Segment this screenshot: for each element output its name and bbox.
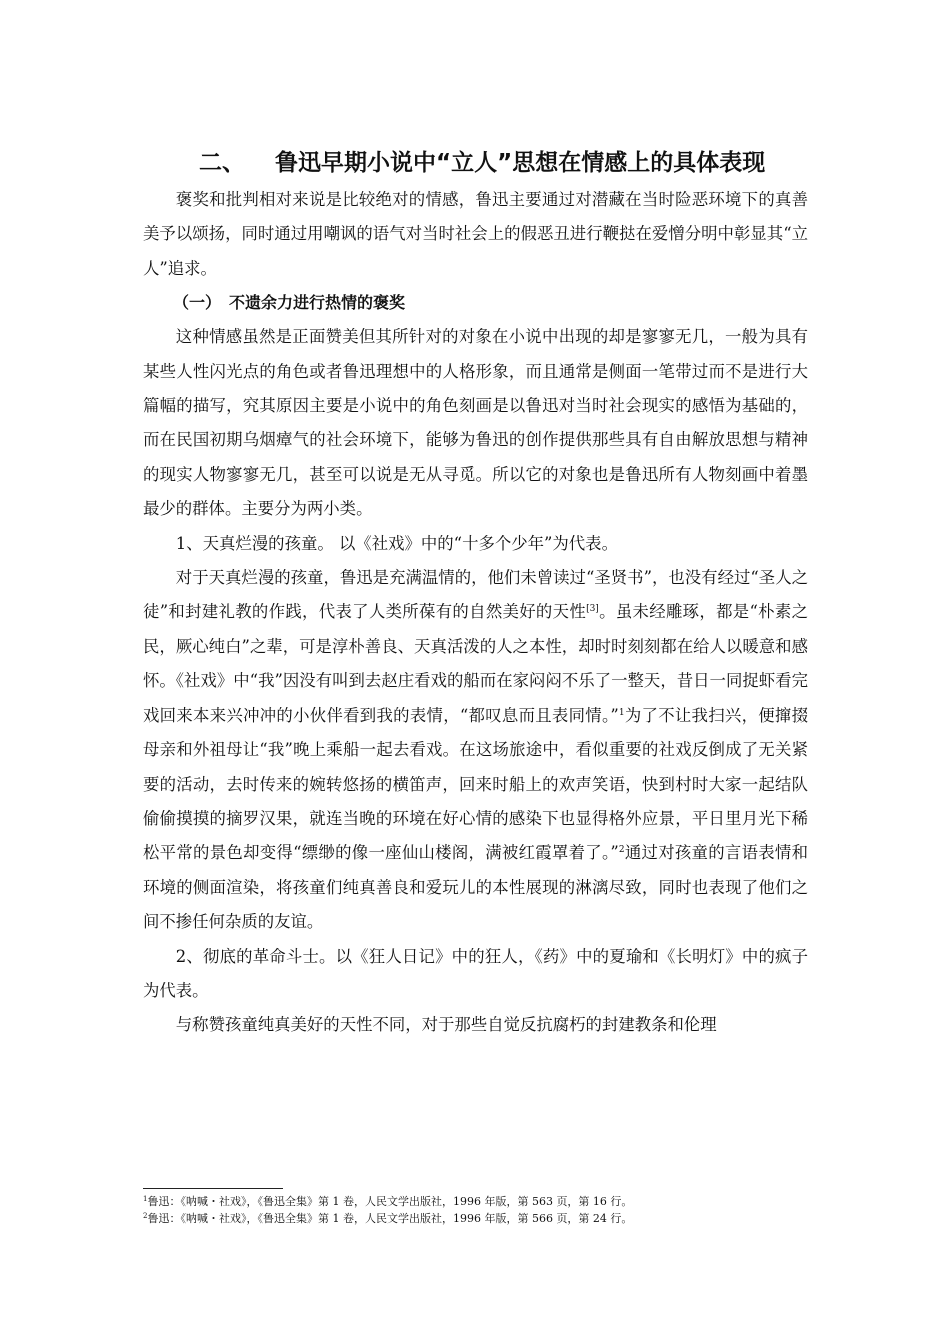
footnote-1 xyxy=(143,1193,823,1210)
paragraph-2-part-b: 。虽未经雕琢，都是“朴素之民，厥心纯白”之辈，可是淳朴善良、天真活泼的人之本性，却时时刻刻都在给人以暖意和感怀。《社戏》中“我”因没有叫到去赵庄看戏的船而在家闷闷不乐了一整天，昔日一同捉虾看完戏回来本来兴冲冲的小伙伴看到我的表情，“都叹息而且表同情。” xyxy=(143,602,808,725)
citation-ref[interactable]: [3] xyxy=(586,604,599,615)
footnote-mark-2[interactable]: 2 xyxy=(618,845,625,856)
paragraph-2-part-a: 对于天真烂漫的孩童，鲁迅是充满温情的，他们未曾读过“圣贤书”，也没有经过“圣人之徒”和封建礼教的作践，代表了人类所葆有的自然美好的天性 xyxy=(143,568,808,622)
footnote-separator xyxy=(143,1188,283,1189)
footnote-1-mark: 1 xyxy=(143,1195,148,1203)
footnote-2-mark: 2 xyxy=(143,1212,148,1220)
footnote-2 xyxy=(143,1210,823,1227)
paragraph-2 xyxy=(143,561,808,939)
footnote-mark-1[interactable]: 1 xyxy=(618,707,625,718)
list-item-2: 2、彻底的革命斗士。以《狂人日记》中的狂人，《药》中的夏瑜和《长明灯》中的疯子为代表。 xyxy=(143,946,808,1000)
section-number: 二、 xyxy=(199,150,245,176)
footnote-1-text: 鲁迅：《呐喊・社戏》，《鲁迅全集》第 1 卷，人民文学出版社，1996 年版，第 563 页，第 16 行。 xyxy=(147,1195,633,1208)
subsection-number: （一） xyxy=(173,293,222,313)
body-text xyxy=(143,143,808,1043)
paragraph-3: 与称赞孩童纯真美好的天性不同，对于那些自觉反抗腐朽的封建教条和伦理 xyxy=(175,1015,717,1035)
paragraph-2-part-c: 为了不让我扫兴，便撺掇母亲和外祖母让“我”晚上乘船一起去看戏。在这场旅途中，看似重要的社戏反倒成了无关紧要的活动，去时传来的婉转悠扬的横笛声，回来时船上的欢声笑语，快到村时大家一起结队偷偷摸摸的摘罗汉果，就连当晚的环境在好心情的感染下也显得格外应景，平日里月光下稀松平常的景色却变得“缥缈的像一座仙山楼阁，满被红霞罩着了。” xyxy=(143,705,808,863)
footnote-2-text: 鲁迅：《呐喊・社戏》，《鲁迅全集》第 1 卷，人民文学出版社，1996 年版，第 566 页，第 24 行。 xyxy=(147,1212,633,1225)
section-heading xyxy=(143,143,808,183)
section-title: 鲁迅早期小说中“立人”思想在情感上的具体表现 xyxy=(275,150,766,176)
subsection-heading xyxy=(143,286,808,320)
paragraph-2-part-d: 通过对孩童的言语表情和环境的侧面渲染，将孩童们纯真善良和爱玩儿的本性展现的淋漓尽致，同时也表现了他们之间不掺任何杂质的友谊。 xyxy=(143,843,808,932)
footnotes xyxy=(143,1193,823,1227)
paragraph-1: 这种情感虽然是正面赞美但其所针对的对象在小说中出现的却是寥寥无几，一般为具有某些人性闪光点的角色或者鲁迅理想中的人格形象，而且通常是侧面一笔带过而不是进行大篇幅的描写，究其原因主要是小说中的角色刻画是以鲁迅对当时社会现实的感悟为基础的，而在民国初期乌烟瘴气的社会环境下，能够为鲁迅的创作提供那些具有自由解放思想与精神的现实人物寥寥无几，甚至可以说是无从寻觅。所以它的对象也是鲁迅所有人物刻画中着墨最少的群体。主要分为两小类。 xyxy=(143,327,808,519)
intro-paragraph: 褒奖和批判相对来说是比较绝对的情感，鲁迅主要通过对潜藏在当时险恶环境下的真善美予以颂扬，同时通过用嘲讽的语气对当时社会上的假恶丑进行鞭挞在爱憎分明中彰显其“立人”追求。 xyxy=(143,190,808,278)
list-item-1: 1、天真烂漫的孩童。 以《社戏》中的“十多个少年”为代表。 xyxy=(175,533,618,553)
subsection-title: 不遗余力进行热情的褒奖 xyxy=(229,293,406,313)
